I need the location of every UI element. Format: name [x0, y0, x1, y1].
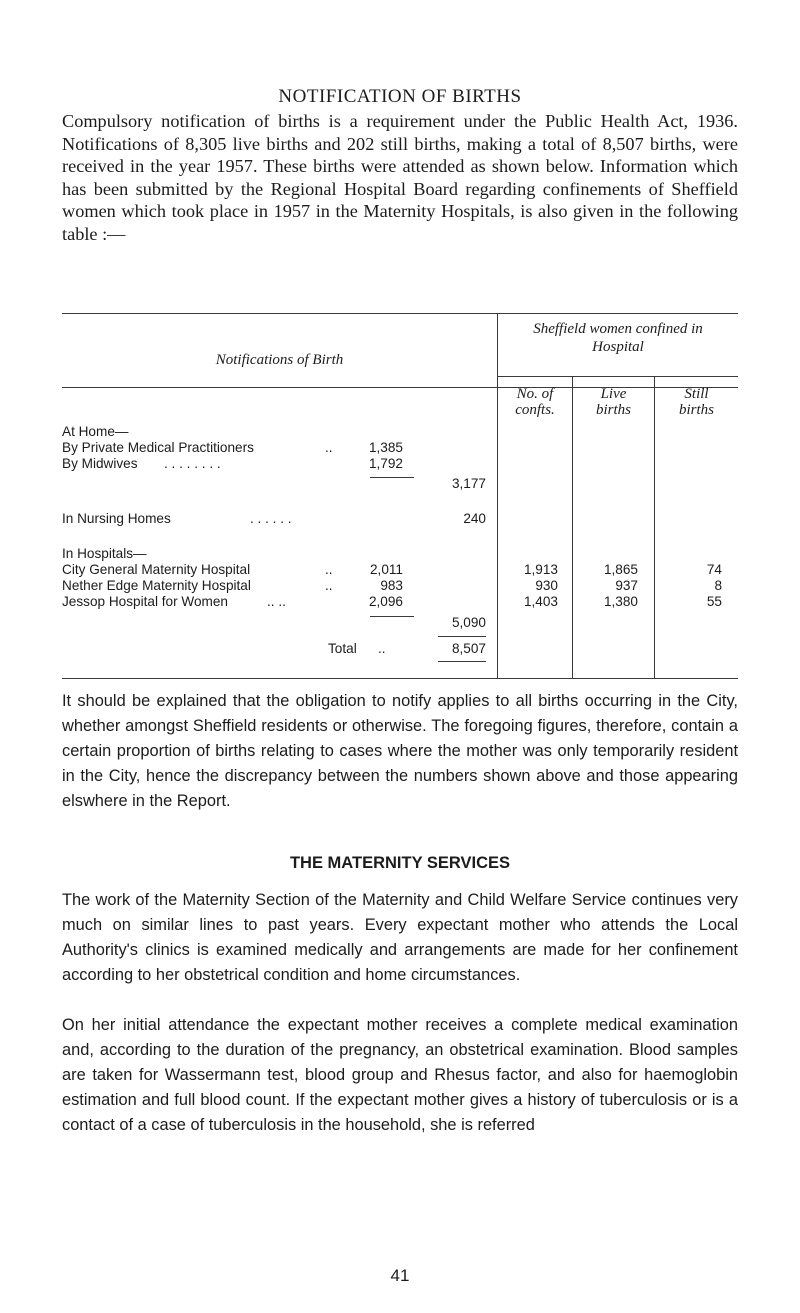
page-number: 41	[390, 1266, 410, 1285]
home-row-value: 1,792	[368, 456, 403, 471]
page-title: NOTIFICATION OF BIRTHS	[278, 86, 522, 107]
hospital-row-value: 2,096	[368, 594, 403, 609]
hospital-row-confts: 930	[535, 578, 558, 593]
subheader-rule	[498, 376, 738, 377]
header-confts-line2: confts.	[515, 402, 555, 418]
hospital-row-live: 1,380	[603, 594, 638, 609]
section-heading: THE MATERNITY SERVICES	[289, 854, 511, 872]
header-confts-line1: No. of	[516, 386, 554, 402]
hospital-row-label: Jessop Hospital for Women	[62, 594, 228, 609]
table-bottom-rule	[62, 678, 738, 679]
maternity-paragraph-2: On her initial attendance the expectant mother receives a complete medical examination and, according to the duration of the pregnancy, an obstetrical examination. Blood samples are taken for Wassermann test, blood group and Rhesus factor, and also for haemoglobin estimation and full blood count. If the expectant mother gives a history of tuberculosis or is a contact of a case of tuberculosis in the household, she is referred	[62, 1016, 738, 1134]
col-rule-3	[654, 376, 655, 678]
hospital-row-still: 8	[714, 578, 722, 593]
hospital-row-still: 55	[706, 594, 722, 609]
home-row-value: 1,385	[368, 440, 403, 455]
total-leader: ..	[378, 641, 386, 656]
home-row-leader: . . . . . . . .	[164, 456, 221, 471]
hospital-row-leader: ..	[325, 562, 333, 577]
hospital-row-label: Nether Edge Maternity Hospital	[62, 578, 251, 593]
grand-total: 8,507	[451, 641, 486, 656]
hospital-row-value: 2,011	[369, 562, 403, 577]
hospital-row-live: 937	[615, 578, 638, 593]
hospital-subtotal-rule	[370, 616, 414, 617]
intro-paragraph: Compulsory notification of births is a requirement under the Public Health Act, 1936. Notifications of 8,305 live births and 202 still births, making a total of 8,507 births, were received in the year 1957. These births were attended as shown below. Information which has been submitted by the Regional Hospital Board regarding confinements of Sheffield women which took place in 1957 in the Maternity Hospitals, is also given in the following table :—	[62, 111, 738, 244]
nursing-leader: . . . . . .	[250, 511, 292, 526]
nursing-total: 240	[463, 511, 486, 526]
grand-total-bottom-rule	[438, 661, 486, 662]
home-row-leader: ..	[325, 440, 333, 455]
header-still-line2: births	[678, 402, 714, 418]
hospital-row-leader: ..	[325, 578, 333, 593]
col-rule-2	[572, 376, 573, 678]
hospital-row-still: 74	[706, 562, 722, 577]
hospital-row-label: City General Maternity Hospital	[62, 562, 251, 577]
header-live-line2: births	[595, 402, 631, 418]
col-rule-1	[497, 313, 498, 678]
grand-total-top-rule	[438, 636, 486, 637]
home-heading: At Home—	[62, 424, 129, 439]
explanation-paragraph: It should be explained that the obligation to notify applies to all births occurring in the City, whether amongst Sheffield residents or otherwise. The foregoing figures, therefore, contain a certain proportion of births relating to cases where the mother was only temporarily resident in the City, hence the discrepancy between the numbers shown above and those appearing elswhere in the Report.	[62, 692, 738, 810]
hospitals-heading: In Hospitals—	[62, 546, 147, 561]
maternity-paragraph-1: The work of the Maternity Section of the Maternity and Child Welfare Service continues very much on similar lines to past years. Every expectant mother who attends the Local Authority's clinics is examined medically and arrangements are made for her confinement according to her obstetrical condition and home circumstances.	[62, 891, 738, 984]
home-total: 3,177	[451, 476, 486, 491]
home-row-label: By Private Medical Practitioners	[62, 440, 254, 455]
header-notifications: Notifications of Birth	[215, 352, 344, 368]
nursing-label: In Nursing Homes	[62, 511, 171, 526]
hospital-row-confts: 1,403	[523, 594, 558, 609]
hospital-total: 5,090	[451, 615, 486, 630]
header-still-line1: Still	[684, 386, 709, 402]
header-sheffield-women: Sheffield women confined in Hospital	[533, 321, 703, 355]
home-row-label: By Midwives	[62, 456, 138, 471]
hospital-row-value: 983	[380, 578, 403, 593]
hospital-row-confts: 1,913	[523, 562, 558, 577]
hospital-row-live: 1,865	[603, 562, 638, 577]
header-live-line1: Live	[600, 386, 627, 402]
home-subtotal-rule	[370, 477, 414, 478]
hospital-row-leader: .. ..	[267, 594, 286, 609]
table-top-rule	[62, 313, 738, 314]
total-label: Total	[328, 641, 357, 656]
